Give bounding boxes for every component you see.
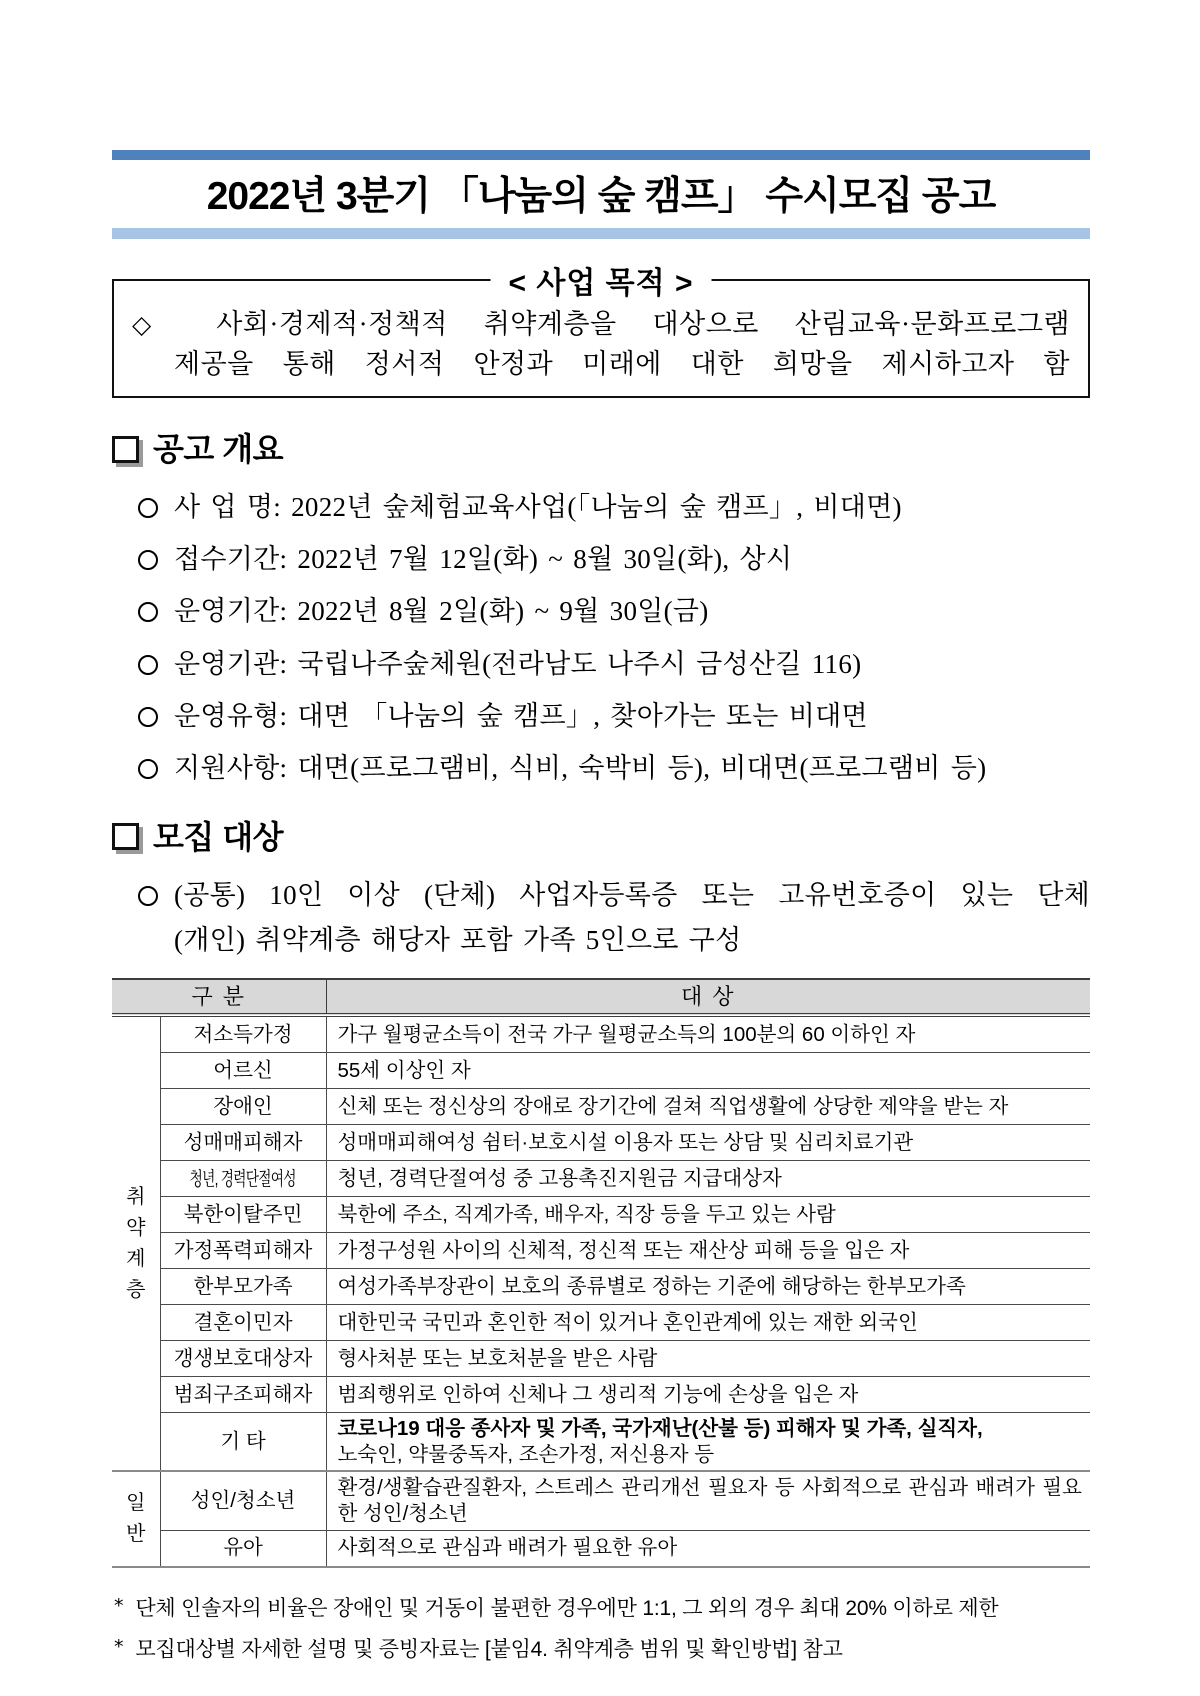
- category-cell: 가정폭력피해자: [160, 1233, 326, 1269]
- document-page: [112, 0, 1090, 1674]
- list-item: [138, 878, 1090, 958]
- list-item: [138, 751, 1090, 786]
- overview-heading: 공고 개요: [153, 431, 284, 468]
- diamond-icon: ◇: [132, 310, 181, 339]
- square-bullet-icon: [112, 823, 139, 850]
- item-label: 운영유형:: [174, 700, 288, 731]
- desc-line: 노숙인, 약물중독자, 조손가정, 저신용자 등: [337, 1442, 715, 1466]
- circle-bullet-icon: [138, 498, 158, 518]
- desc-cell: 범죄행위로 인하여 신체나 그 생리적 기능에 손상을 입은 자: [337, 1382, 859, 1406]
- group-cell-vulnerable: [112, 1015, 160, 1471]
- banner-top-bar: [112, 150, 1090, 160]
- category-cell: 갱생보호대상자: [160, 1341, 326, 1377]
- list-item: [138, 490, 1090, 525]
- list-item: [138, 699, 1090, 734]
- desc-cell: 대한민국 국민과 혼인한 적이 있거나 혼인관계에 있는 재한 외국인: [337, 1310, 918, 1334]
- category-cell: 어르신: [160, 1053, 326, 1089]
- desc-cell: 북한에 주소, 직계가족, 배우자, 직장 등을 두고 있는 사람: [337, 1202, 836, 1226]
- list-item: [138, 647, 1090, 682]
- category-cell: 한부모가족: [160, 1269, 326, 1305]
- desc-line-bold: 코로나19 대응 종사자 및 가족, 국가재난(산불 등) 피해자 및 가족, 실직자,: [337, 1417, 983, 1440]
- desc-cell: 55세 이상인 자: [337, 1058, 471, 1082]
- list-item: [138, 542, 1090, 577]
- table-row: [112, 1377, 1090, 1413]
- category-cell: 결혼이민자: [160, 1305, 326, 1341]
- square-bullet-icon: [112, 436, 139, 463]
- table-header-gubun: 구 분: [112, 979, 326, 1015]
- desc-cell: 청년, 경력단절여성 중 고용촉진지원금 지급대상자: [337, 1166, 782, 1190]
- list-item-text: [174, 542, 1090, 577]
- table-row: [112, 1089, 1090, 1125]
- circle-bullet-icon: [138, 886, 158, 906]
- list-item-text: [174, 647, 1090, 682]
- table-row: [112, 1471, 1090, 1530]
- circle-bullet-icon: [138, 550, 158, 570]
- list-item-text: [174, 699, 1090, 734]
- purpose-text-1: 사회·경제적·정책적 취약계층을 대상으로 산림교육·문화프로그램: [216, 309, 1071, 339]
- desc-cell: 가정구성원 사이의 신체적, 정신적 또는 재산상 피해 등을 입은 자: [337, 1238, 910, 1262]
- table-row: [112, 1530, 1090, 1567]
- table-row: [112, 1341, 1090, 1377]
- table-row: [112, 1269, 1090, 1305]
- purpose-line-2: 제공을 통해 정서적 안정과 미래에 대한 희망을 제시하고자 함: [174, 348, 1070, 379]
- footnote: [112, 1592, 1090, 1622]
- desc-cell: 신체 또는 정신상의 장애로 장기간에 걸쳐 직업생활에 상당한 제약을 받는 자: [337, 1094, 1009, 1118]
- title-banner: [112, 150, 1090, 239]
- list-item: [138, 594, 1090, 629]
- section-header-overview: [112, 424, 1090, 470]
- footnote: [112, 1633, 1090, 1663]
- item-value: 대면 「나눔의 숲 캠프」, 찾아가는 또는 비대면: [297, 700, 868, 731]
- footnote-text: 모집대상별 자세한 설명 및 증빙자료는 [붙임4. 취약계층 범위 및 확인방법] 참고: [135, 1637, 843, 1661]
- item-label: 운영기관:: [174, 648, 288, 679]
- item-label: 접수기간:: [174, 544, 288, 575]
- desc-cell: 가구 월평균소득이 전국 가구 월평균소득의 100분의 60 이하인 자: [337, 1022, 916, 1046]
- category-cell: 유아: [160, 1530, 326, 1567]
- group-label: 일반: [126, 1491, 146, 1545]
- category-cell: 북한이탈주민: [160, 1197, 326, 1233]
- circle-bullet-icon: [138, 602, 158, 622]
- list-item-text: [174, 490, 1090, 525]
- table-header-daesang: 대 상: [326, 979, 1090, 1015]
- desc-cell: 여성가족부장관이 보호의 종류별로 정하는 기준에 해당하는 한부모가족: [337, 1274, 966, 1298]
- group-label: 취약계층: [126, 1185, 146, 1301]
- circle-bullet-icon: [138, 655, 158, 675]
- table-row: [112, 1125, 1090, 1161]
- item-value: 국립나주숲체원(전라남도 나주시 금성산길 116): [297, 648, 862, 679]
- category-cell: 장애인: [160, 1089, 326, 1125]
- recruit-heading: 모집 대상: [153, 818, 284, 855]
- recruit-common: [112, 878, 1090, 958]
- page-title: 2022년 3분기 「나눔의 숲 캠프」 수시모집 공고: [206, 175, 996, 218]
- purpose-heading: < 사업 목적 >: [491, 258, 712, 302]
- item-value: 2022년 숲체험교육사업(「나눔의 숲 캠프」, 비대면): [291, 492, 902, 523]
- recruit-common-text: [174, 878, 1090, 958]
- purpose-line-1: [132, 307, 1070, 343]
- recruit-table: [112, 978, 1090, 1568]
- item-value: 2022년 8월 2일(화) ~ 9월 30일(금): [297, 596, 709, 627]
- asterisk-icon: *: [114, 1635, 124, 1658]
- desc-cell: [326, 1413, 1090, 1472]
- category-cell: 성매매피해자: [160, 1125, 326, 1161]
- category-cell: 기 타: [160, 1413, 326, 1472]
- table-row: [112, 1233, 1090, 1269]
- item-value: 대면(프로그램비, 식비, 숙박비 등), 비대면(프로그램비 등): [297, 752, 987, 783]
- section-header-recruit: [112, 812, 1090, 858]
- circle-bullet-icon: [138, 759, 158, 779]
- footnotes: [112, 1592, 1090, 1663]
- table-row: [112, 1413, 1090, 1472]
- table-row: [112, 1015, 1090, 1053]
- recruit-common-line2: (개인) 취약계층 해당자 포함 가족 5인으로 구성: [174, 924, 742, 955]
- item-label: 지원사항:: [174, 752, 288, 783]
- desc-cell: 사회적으로 관심과 배려가 필요한 유아: [337, 1536, 678, 1560]
- table-row: [112, 1053, 1090, 1089]
- item-label: 사 업 명:: [174, 492, 282, 523]
- category-cell: 성인/청소년: [160, 1471, 326, 1530]
- desc-cell: 환경/생활습관질환자, 스트레스 관리개선 필요자 등 사회적으로 관심과 배려가 필요한 성인/청소년: [337, 1476, 1082, 1525]
- table-row: [112, 1305, 1090, 1341]
- category-cell: [160, 1161, 326, 1197]
- list-item-text: [174, 594, 1090, 629]
- desc-cell: 형사처분 또는 보호처분을 받은 사람: [337, 1346, 658, 1370]
- purpose-section: [112, 267, 1090, 398]
- table-header-row: [112, 979, 1090, 1015]
- category-cell: 범죄구조피해자: [160, 1377, 326, 1413]
- item-label: 운영기간:: [174, 596, 288, 627]
- circle-bullet-icon: [138, 707, 158, 727]
- desc-cell: 성매매피해여성 쉼터·보호시설 이용자 또는 상담 및 심리치료기관: [337, 1130, 914, 1154]
- table-row: [112, 1197, 1090, 1233]
- list-item-text: [174, 751, 1090, 786]
- footnote-text: 단체 인솔자의 비율은 장애인 및 거동이 불편한 경우에만 1:1, 그 외의 경우 최대 20% 이하로 제한: [135, 1596, 999, 1620]
- item-value: 2022년 7월 12일(화) ~ 8월 30일(화), 상시: [297, 544, 793, 575]
- banner-bottom-bar: [112, 228, 1090, 239]
- category-cell: 저소득가정: [160, 1015, 326, 1053]
- category-squeezed: 청년, 경력단절여성: [189, 1168, 297, 1190]
- asterisk-icon: *: [114, 1594, 124, 1617]
- group-cell-general: [112, 1471, 160, 1566]
- table-row: [112, 1161, 1090, 1197]
- overview-list: [112, 490, 1090, 786]
- recruit-common-line1: (공통) 10인 이상 (단체) 사업자등록증 또는 고유번호증이 있는 단체: [174, 879, 1090, 910]
